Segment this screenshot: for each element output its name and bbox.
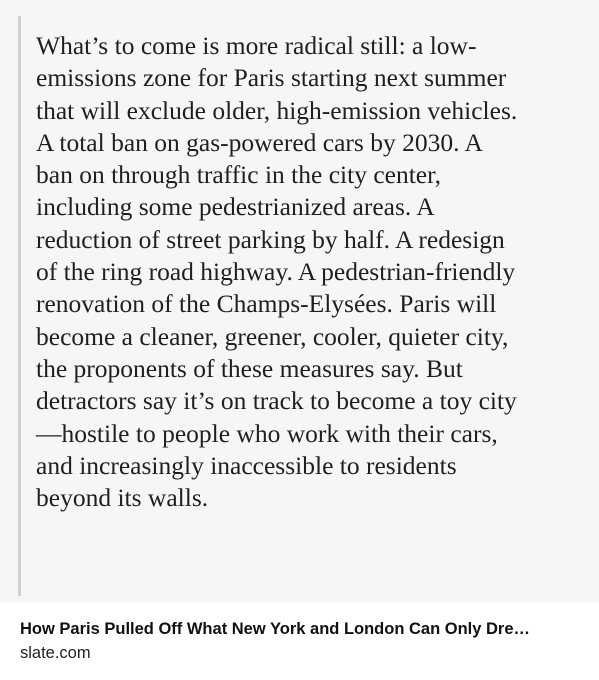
link-domain[interactable]: slate.com xyxy=(20,644,91,662)
quote-line: reduction of street parking by half. A redesign xyxy=(36,224,505,254)
quote-text xyxy=(36,30,584,514)
quote-line: emissions zone for Paris starting next summer xyxy=(36,63,507,93)
quote-line: that will exclude older, high-emission vehicles. xyxy=(36,95,518,125)
quote-line: of the ring road highway. A pedestrian-friendly xyxy=(36,257,516,287)
quote-line: What’s to come is more radical still: a low- xyxy=(36,31,477,60)
quote-line: A total ban on gas-powered cars by 2030. A xyxy=(36,127,483,157)
quote-line: —hostile to people who work with their cars, xyxy=(36,418,498,448)
link-title[interactable]: How Paris Pulled Off What New York and London Can Only Dre… xyxy=(20,620,531,638)
quote-bar xyxy=(18,16,21,596)
quote-line: beyond its walls. xyxy=(36,483,209,513)
quote-line: and increasingly inaccessible to residents xyxy=(36,450,457,480)
quote-line: the proponents of these measures say. But xyxy=(36,353,463,383)
quote-line: become a cleaner, greener, cooler, quieter city, xyxy=(36,321,509,351)
quote-line: ban on through traffic in the city center, xyxy=(36,160,441,190)
quote-line: detractors say it’s on track to become a toy city xyxy=(36,386,517,416)
quote-line: renovation of the Champs-Elysées. Paris will xyxy=(36,289,497,319)
quote-line: including some pedestrianized areas. A xyxy=(36,192,435,222)
